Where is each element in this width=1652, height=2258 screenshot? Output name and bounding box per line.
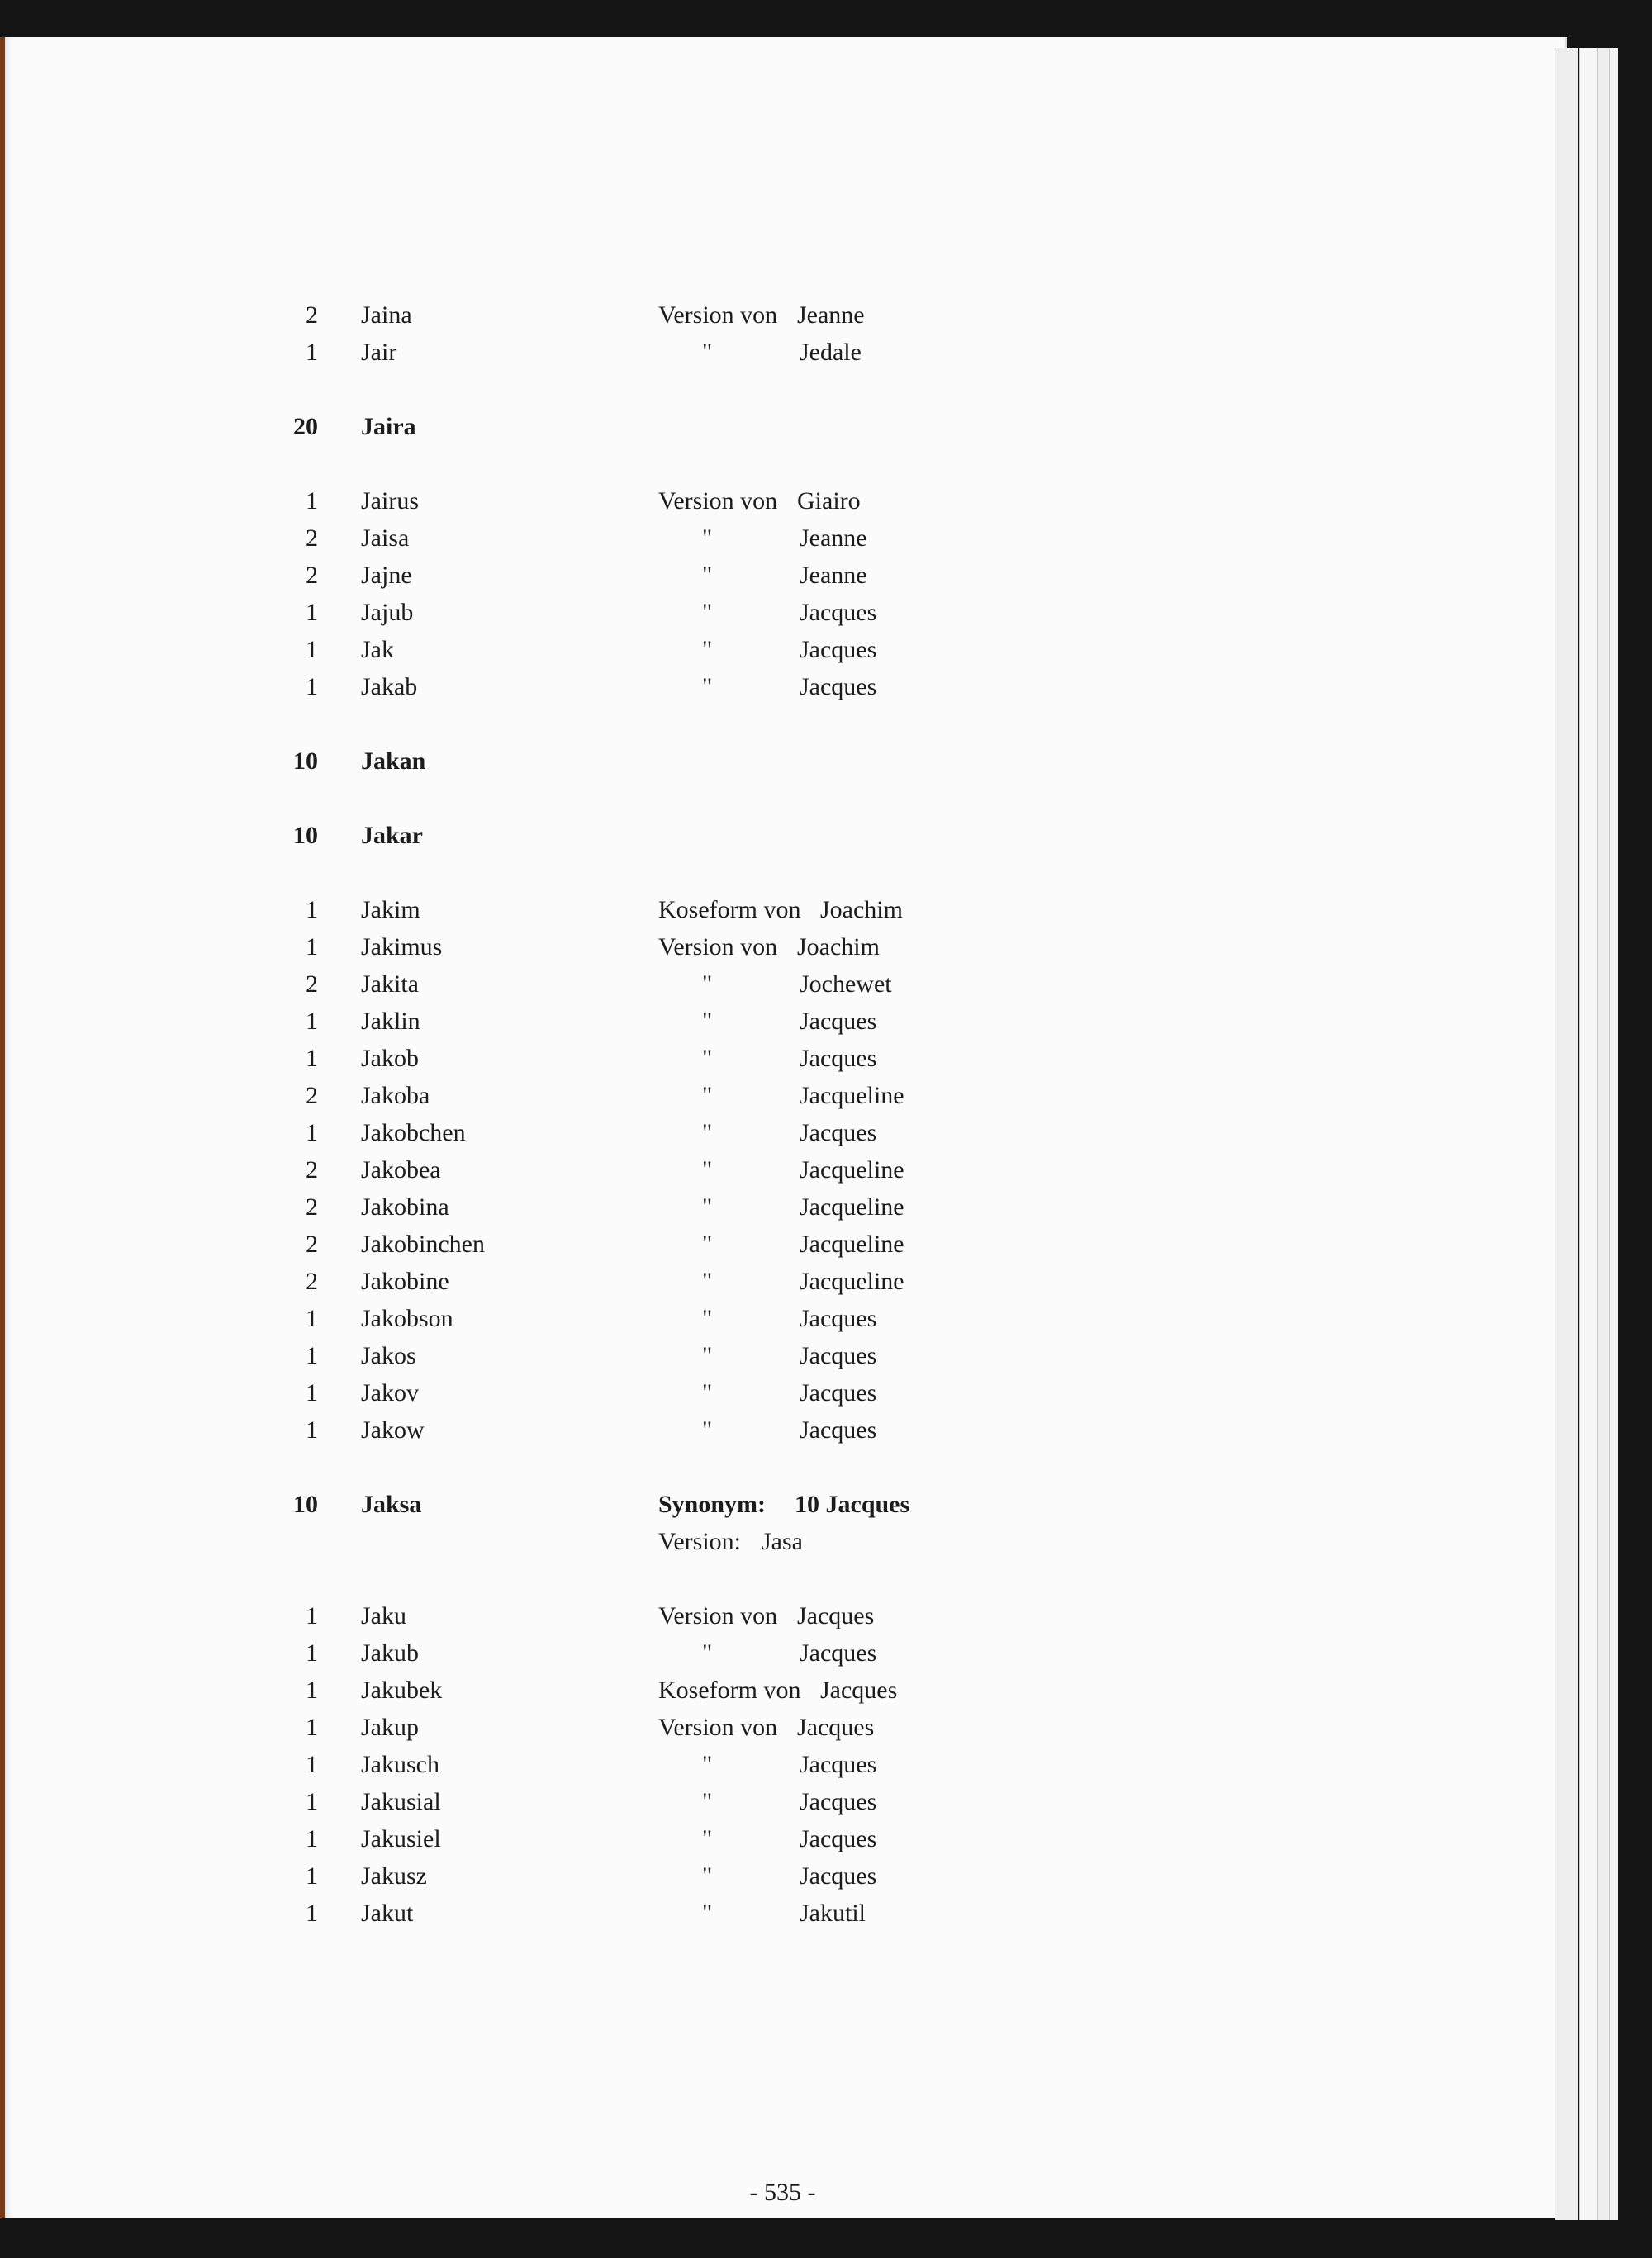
given-name: Jaisa bbox=[361, 524, 410, 552]
relation-type: Version von bbox=[658, 301, 778, 329]
name-count: 1 bbox=[306, 1342, 318, 1369]
list-item bbox=[0, 557, 1156, 594]
name-count: 1 bbox=[306, 339, 318, 366]
name-count: 2 bbox=[306, 1193, 318, 1221]
given-name: Jajub bbox=[361, 599, 414, 626]
given-name: Jakobinchen bbox=[361, 1231, 485, 1258]
ditto-mark: " bbox=[702, 1342, 713, 1369]
ditto-mark: " bbox=[702, 1862, 713, 1890]
list-item bbox=[0, 1226, 1156, 1263]
ditto-mark: " bbox=[702, 1639, 713, 1667]
reference-name: Jeanne bbox=[800, 562, 867, 589]
list-item bbox=[0, 818, 1156, 854]
reference-name: Jacques bbox=[800, 636, 877, 663]
name-count: 1 bbox=[306, 896, 318, 923]
given-name: Jaira bbox=[361, 413, 416, 440]
reference-name: Jacques bbox=[800, 673, 877, 700]
name-count: 1 bbox=[306, 1751, 318, 1778]
ditto-mark: " bbox=[702, 1193, 713, 1221]
relation-type: Version von bbox=[658, 933, 778, 961]
reference-name: Jacqueline bbox=[800, 1082, 904, 1109]
list-item bbox=[0, 1041, 1156, 1077]
list-item bbox=[0, 297, 1156, 334]
given-name: Jakow bbox=[361, 1416, 425, 1444]
ditto-mark: " bbox=[702, 1082, 713, 1109]
list-item bbox=[0, 1264, 1156, 1300]
reference-name: Jacques bbox=[820, 1677, 898, 1704]
ditto-mark: " bbox=[702, 1268, 713, 1295]
given-name: Jaksa bbox=[361, 1491, 422, 1518]
name-count: 1 bbox=[306, 1900, 318, 1927]
synonym-value: 10 Jacques bbox=[795, 1491, 910, 1518]
given-name: Jak bbox=[361, 636, 394, 663]
list-item bbox=[0, 1078, 1156, 1114]
given-name: Jakov bbox=[361, 1379, 419, 1407]
relation-type: Koseform von bbox=[658, 896, 801, 923]
name-count: 1 bbox=[306, 933, 318, 961]
reference-name: Jacques bbox=[800, 1788, 877, 1815]
ditto-mark: " bbox=[702, 1825, 713, 1852]
reference-name: Jacques bbox=[800, 1379, 877, 1407]
given-name: Jakobea bbox=[361, 1156, 441, 1184]
ditto-mark: " bbox=[702, 1788, 713, 1815]
given-name: Jakab bbox=[361, 673, 418, 700]
ditto-mark: " bbox=[702, 524, 713, 552]
name-count: 2 bbox=[306, 1231, 318, 1258]
list-item bbox=[0, 1003, 1156, 1040]
given-name: Jakos bbox=[361, 1342, 416, 1369]
ditto-mark: " bbox=[702, 1751, 713, 1778]
list-item bbox=[0, 892, 1156, 928]
reference-name: Joachim bbox=[820, 896, 903, 923]
page-edge bbox=[1597, 48, 1610, 2220]
list-item bbox=[0, 520, 1156, 557]
reference-name: Jacques bbox=[800, 1751, 877, 1778]
name-count: 1 bbox=[306, 636, 318, 663]
list-item bbox=[0, 1189, 1156, 1226]
reference-name: Jacques bbox=[800, 1825, 877, 1852]
name-count: 10 bbox=[293, 1491, 318, 1518]
list-item bbox=[0, 1152, 1156, 1188]
given-name: Jakup bbox=[361, 1714, 419, 1741]
name-count: 1 bbox=[306, 1825, 318, 1852]
name-count: 1 bbox=[306, 487, 318, 515]
page-number: - 535 - bbox=[749, 2179, 816, 2206]
list-item bbox=[0, 1524, 1156, 1560]
reference-name: Jacques bbox=[797, 1714, 875, 1741]
given-name: Jakob bbox=[361, 1045, 419, 1072]
list-item bbox=[0, 1412, 1156, 1449]
given-name: Jakar bbox=[361, 822, 423, 849]
name-count: 2 bbox=[306, 970, 318, 998]
list-item bbox=[0, 1487, 1156, 1523]
reference-name: Jacqueline bbox=[800, 1231, 904, 1258]
given-name: Jakusial bbox=[361, 1788, 441, 1815]
list-item bbox=[0, 1301, 1156, 1337]
list-item bbox=[0, 966, 1156, 1003]
reference-name: Jacques bbox=[800, 1305, 877, 1332]
list-item bbox=[0, 1375, 1156, 1411]
ditto-mark: " bbox=[702, 970, 713, 998]
reference-name: Jacques bbox=[800, 599, 877, 626]
given-name: Jaina bbox=[361, 301, 412, 329]
list-item bbox=[0, 409, 1156, 445]
given-name: Jakut bbox=[361, 1900, 414, 1927]
list-item bbox=[0, 632, 1156, 668]
given-name: Jaklin bbox=[361, 1008, 420, 1035]
name-count: 1 bbox=[306, 599, 318, 626]
given-name: Jakimus bbox=[361, 933, 443, 961]
list-item bbox=[0, 334, 1156, 371]
given-name: Jakoba bbox=[361, 1082, 430, 1109]
list-item bbox=[0, 743, 1156, 780]
list-item bbox=[0, 1338, 1156, 1374]
list-item bbox=[0, 595, 1156, 631]
list-item bbox=[0, 669, 1156, 705]
given-name: Jakobson bbox=[361, 1305, 453, 1332]
ditto-mark: " bbox=[702, 1156, 713, 1184]
name-count: 10 bbox=[293, 822, 318, 849]
reference-name: Jeanne bbox=[797, 301, 865, 329]
ditto-mark: " bbox=[702, 339, 713, 366]
name-count: 2 bbox=[306, 524, 318, 552]
ditto-mark: " bbox=[702, 1119, 713, 1146]
list-item bbox=[0, 1635, 1156, 1672]
relation-type: Version von bbox=[658, 487, 778, 515]
reference-name: Jacqueline bbox=[800, 1193, 904, 1221]
reference-name: Jacques bbox=[800, 1119, 877, 1146]
given-name: Jaku bbox=[361, 1602, 406, 1629]
name-count: 1 bbox=[306, 1305, 318, 1332]
name-count: 1 bbox=[306, 1379, 318, 1407]
name-count: 1 bbox=[306, 1677, 318, 1704]
page-edge bbox=[1609, 48, 1618, 2220]
given-name: Jakubek bbox=[361, 1677, 443, 1704]
reference-name: Jeanne bbox=[800, 524, 867, 552]
given-name: Jakusiel bbox=[361, 1825, 441, 1852]
relation-type: Koseform von bbox=[658, 1677, 801, 1704]
list-item bbox=[0, 1672, 1156, 1709]
list-item bbox=[0, 1821, 1156, 1857]
name-count: 10 bbox=[293, 747, 318, 775]
ditto-mark: " bbox=[702, 1416, 713, 1444]
name-count: 1 bbox=[306, 1639, 318, 1667]
given-name: Jakobchen bbox=[361, 1119, 466, 1146]
name-count: 1 bbox=[306, 1602, 318, 1629]
reference-name: Jedale bbox=[800, 339, 862, 366]
reference-name: Jacqueline bbox=[800, 1268, 904, 1295]
given-name: Jakim bbox=[361, 896, 420, 923]
given-name: Jajne bbox=[361, 562, 412, 589]
relation-type: Version von bbox=[658, 1714, 778, 1741]
ditto-mark: " bbox=[702, 1008, 713, 1035]
reference-name: Jacques bbox=[800, 1342, 877, 1369]
given-name: Jakusch bbox=[361, 1751, 439, 1778]
ditto-mark: " bbox=[702, 1900, 713, 1927]
given-name: Jakobine bbox=[361, 1268, 449, 1295]
given-name: Jair bbox=[361, 339, 397, 366]
name-count: 2 bbox=[306, 1082, 318, 1109]
reference-name: Jacqueline bbox=[800, 1156, 904, 1184]
ditto-mark: " bbox=[702, 1045, 713, 1072]
ditto-mark: " bbox=[702, 562, 713, 589]
reference-name: Jacques bbox=[800, 1045, 877, 1072]
given-name: Jairus bbox=[361, 487, 419, 515]
reference-name: Jacques bbox=[800, 1862, 877, 1890]
reference-name: Jochewet bbox=[800, 970, 892, 998]
reference-name: Jacques bbox=[797, 1602, 875, 1629]
reference-name: Jasa bbox=[762, 1528, 803, 1555]
given-name: Jakobina bbox=[361, 1193, 449, 1221]
reference-name: Jakutil bbox=[800, 1900, 866, 1927]
list-item bbox=[0, 1858, 1156, 1895]
name-count: 1 bbox=[306, 1714, 318, 1741]
given-name: Jakita bbox=[361, 970, 419, 998]
page-edge bbox=[1579, 48, 1597, 2220]
reference-name: Giairo bbox=[797, 487, 861, 515]
name-count: 1 bbox=[306, 1045, 318, 1072]
relation-type: Version von bbox=[658, 1602, 778, 1629]
reference-name: Jacques bbox=[800, 1416, 877, 1444]
name-count: 1 bbox=[306, 1416, 318, 1444]
ditto-mark: " bbox=[702, 636, 713, 663]
reference-name: Jacques bbox=[800, 1639, 877, 1667]
name-count: 2 bbox=[306, 1268, 318, 1295]
list-item bbox=[0, 1895, 1156, 1932]
given-name: Jakusz bbox=[361, 1862, 427, 1890]
list-item bbox=[0, 483, 1156, 519]
list-item bbox=[0, 1747, 1156, 1783]
name-count: 1 bbox=[306, 1008, 318, 1035]
name-count: 1 bbox=[306, 673, 318, 700]
given-name: Jakan bbox=[361, 747, 426, 775]
given-name: Jakub bbox=[361, 1639, 419, 1667]
name-count: 2 bbox=[306, 301, 318, 329]
name-count: 2 bbox=[306, 1156, 318, 1184]
ditto-mark: " bbox=[702, 1305, 713, 1332]
reference-name: Joachim bbox=[797, 933, 880, 961]
synonym-label: Synonym: bbox=[658, 1491, 767, 1518]
ditto-mark: " bbox=[702, 1231, 713, 1258]
relation-type: Version: bbox=[658, 1528, 741, 1555]
list-item bbox=[0, 929, 1156, 965]
list-item bbox=[0, 1598, 1156, 1634]
name-count: 1 bbox=[306, 1862, 318, 1890]
name-count: 2 bbox=[306, 562, 318, 589]
name-count: 20 bbox=[293, 413, 318, 440]
ditto-mark: " bbox=[702, 599, 713, 626]
list-item bbox=[0, 1115, 1156, 1151]
ditto-mark: " bbox=[702, 673, 713, 700]
list-item bbox=[0, 1784, 1156, 1820]
name-count: 1 bbox=[306, 1119, 318, 1146]
ditto-mark: " bbox=[702, 1379, 713, 1407]
reference-name: Jacques bbox=[800, 1008, 877, 1035]
name-count: 1 bbox=[306, 1788, 318, 1815]
list-item bbox=[0, 1710, 1156, 1746]
